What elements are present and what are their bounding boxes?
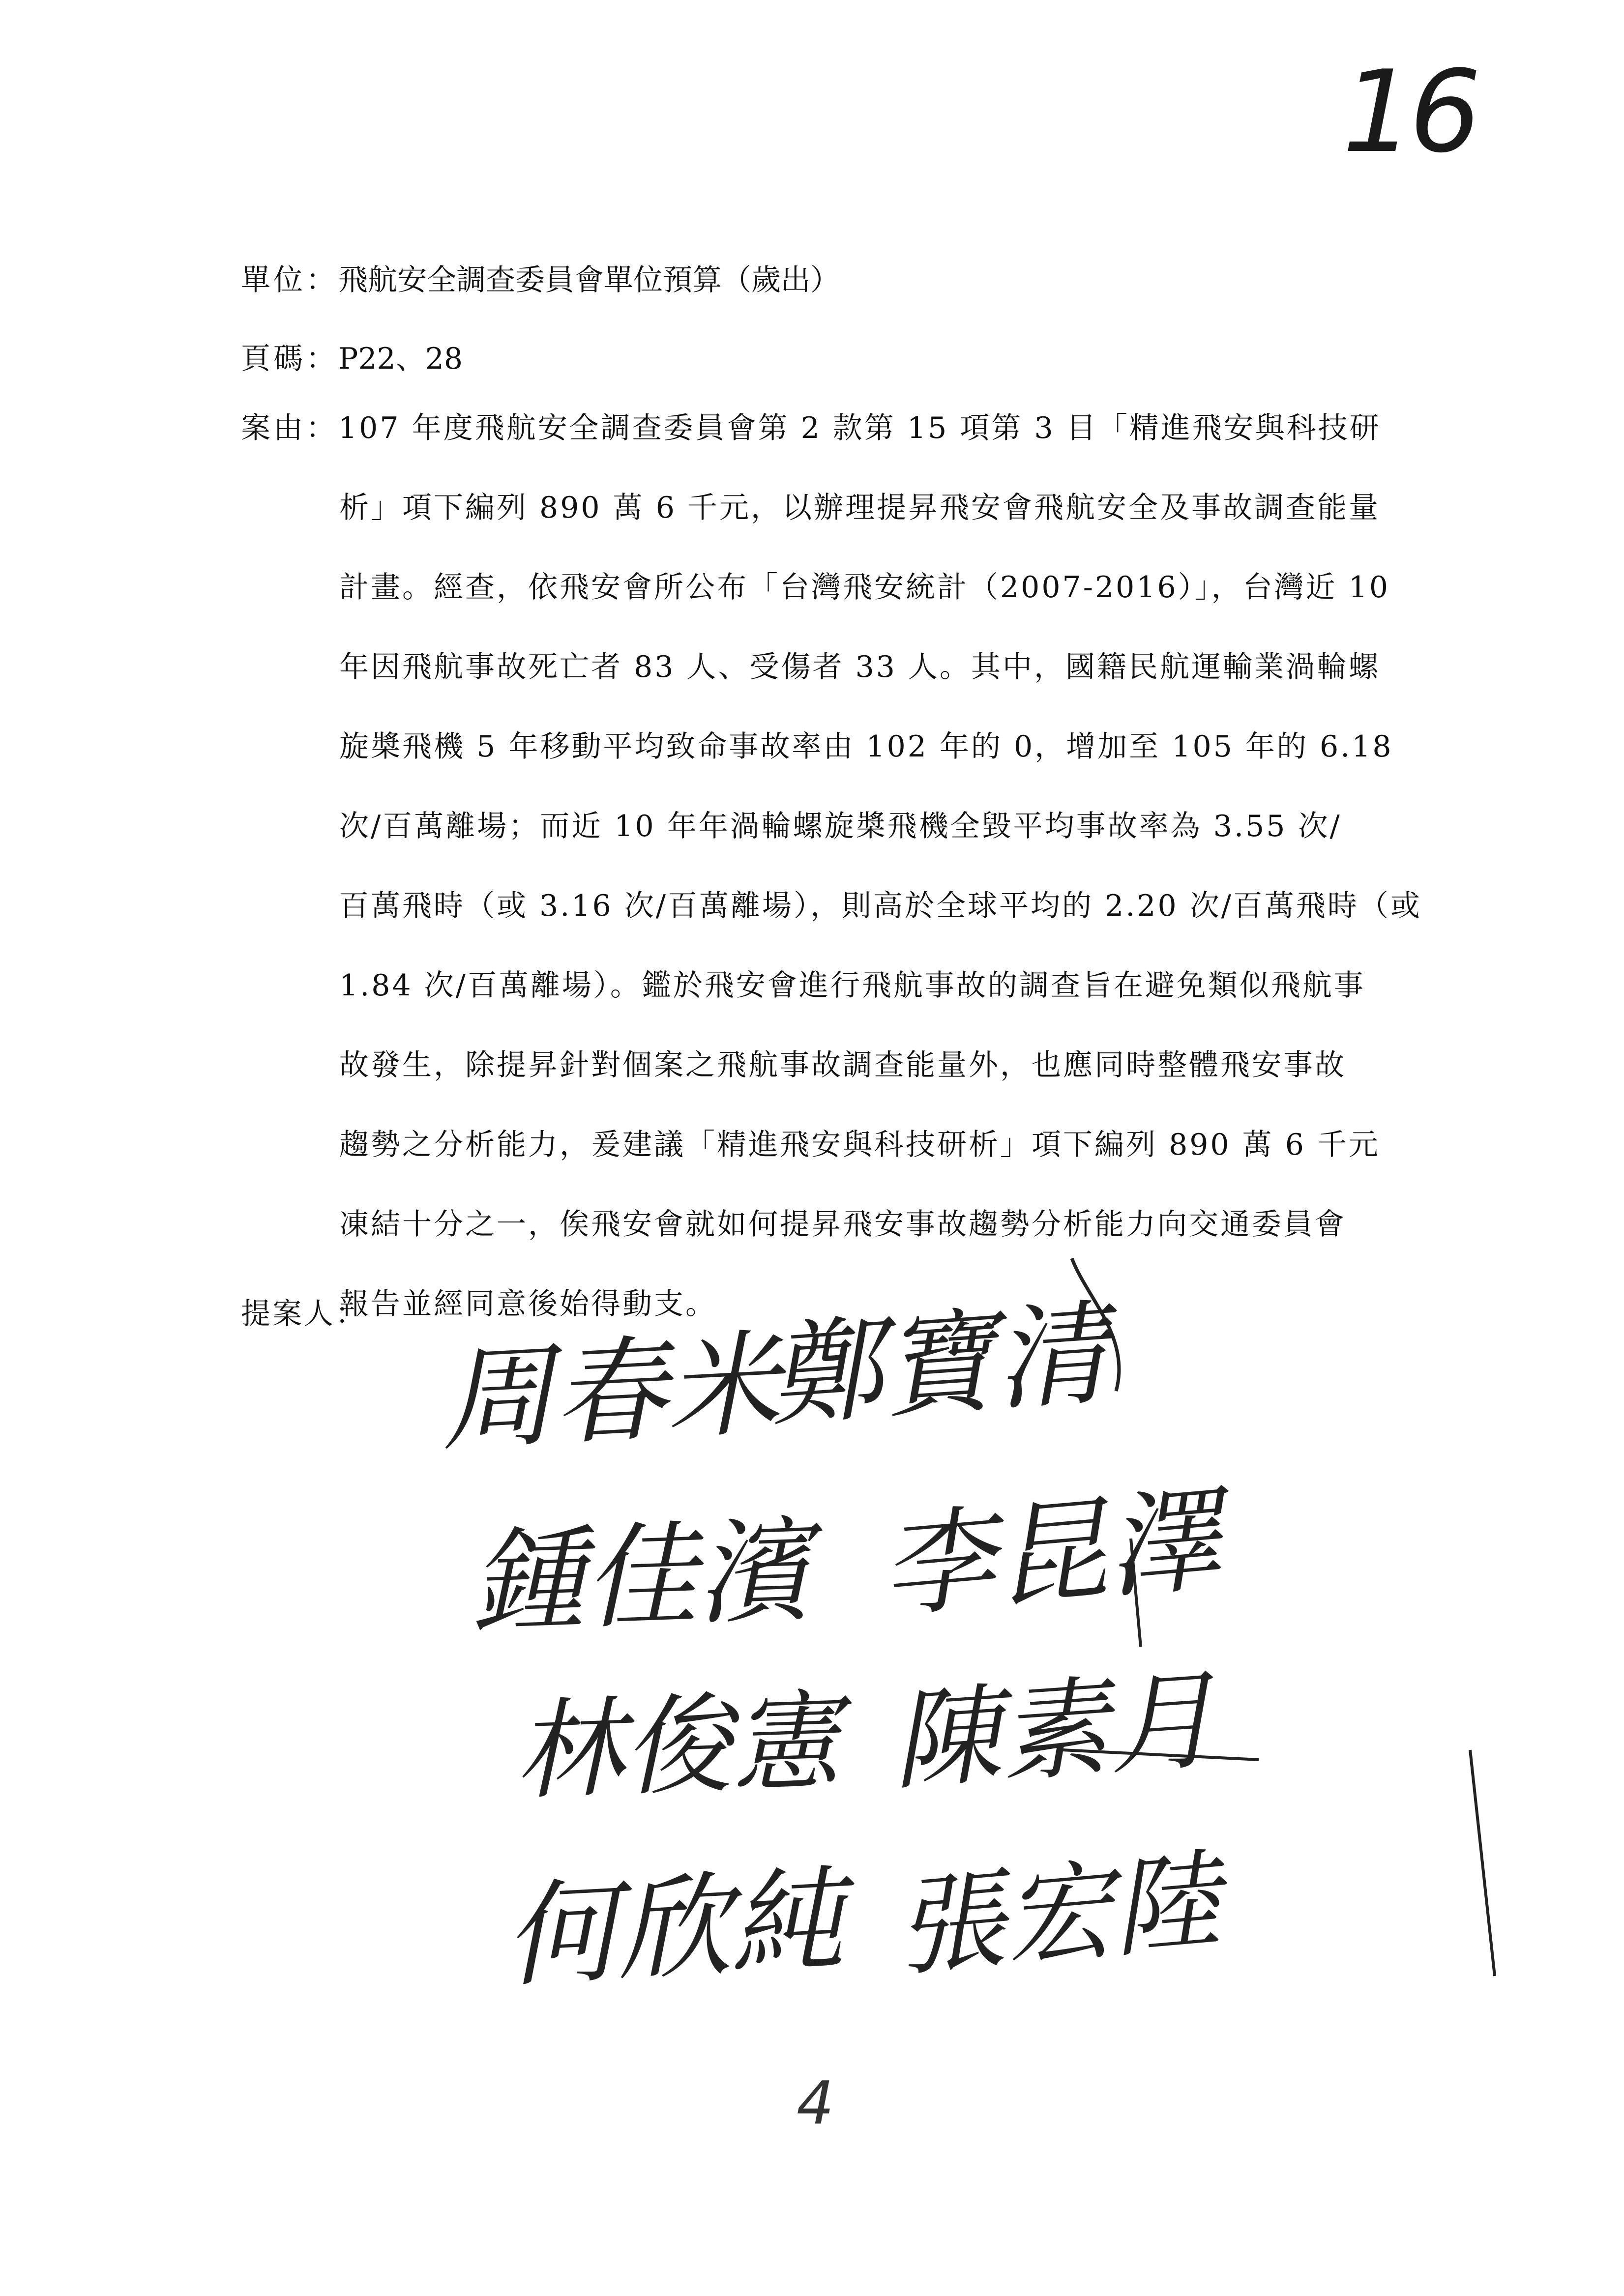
signature: 張宏陸 [891,1838,1226,1992]
body-line: 旋槳飛機 5 年移動平均致命事故率由 102 年的 0，增加至 105 年的 6.18 [339,729,1393,764]
signature: 李昆澤 [876,1474,1226,1634]
signature: 鄭寶清 [765,1288,1113,1443]
unit-value: 飛航安全調查委員會單位預算（歲出） [338,263,840,297]
signature-stroke [1470,1750,1495,1976]
unit-label: 單位： [241,263,338,297]
signature: 陳素月 [887,1657,1221,1805]
signature: 何欣純 [501,1854,847,2003]
pages-value: P22、28 [338,342,463,376]
body-line: 計畫。經查，依飛安會所公布「台灣飛安統計（2007-2016）」，台灣近 10 [339,570,1390,605]
signature: 鍾佳濱 [468,1506,812,1649]
body-line: 案由：107 年度飛航安全調查委員會第 2 款第 15 項第 3 目「精進飛安與科技研 [241,411,1381,445]
signature: 周春米 [437,1318,783,1467]
signature: 林俊憲 [512,1678,842,1815]
body-line: 凍結十分之一，俟飛安會就如何提昇飛安事故趨勢分析能力向交通委員會 [339,1207,1346,1242]
handwritten-page-number: 16 [1342,47,1476,178]
body-line: 故發生，除提昇針對個案之飛航事故調查能量外，也應同時整體飛安事故 [339,1048,1346,1082]
proposer-label: 提案人： [241,1297,367,1331]
handwritten-bottom-page-number: 4 [797,2069,834,2138]
body-line: 報告並經同意後始得動支。 [339,1287,717,1321]
case-label: 案由： [241,411,338,445]
body-line: 1.84 次/百萬離場）。鑑於飛安會進行飛航事故的調查旨在避免類似飛航事 [339,968,1365,1003]
body-line: 析」項下編列 890 萬 6 千元，以辦理提昇飛安會飛航安全及事故調查能量 [339,491,1380,525]
body-line: 年因飛航事故死亡者 83 人、受傷者 33 人。其中，國籍民航運輸業渦輪螺 [339,650,1380,684]
body-line: 趨勢之分析能力，爰建議「精進飛安與科技研析」項下編列 890 萬 6 千元 [339,1128,1380,1162]
body-line: 百萬飛時（或 3.16 次/百萬離場），則高於全球平均的 2.20 次/百萬飛時（或 [339,889,1422,923]
body-line: 次/百萬離場；而近 10 年年渦輪螺旋槳飛機全毀平均事故率為 3.55 次/ [339,809,1342,843]
pages-label: 頁碼： [241,342,338,376]
